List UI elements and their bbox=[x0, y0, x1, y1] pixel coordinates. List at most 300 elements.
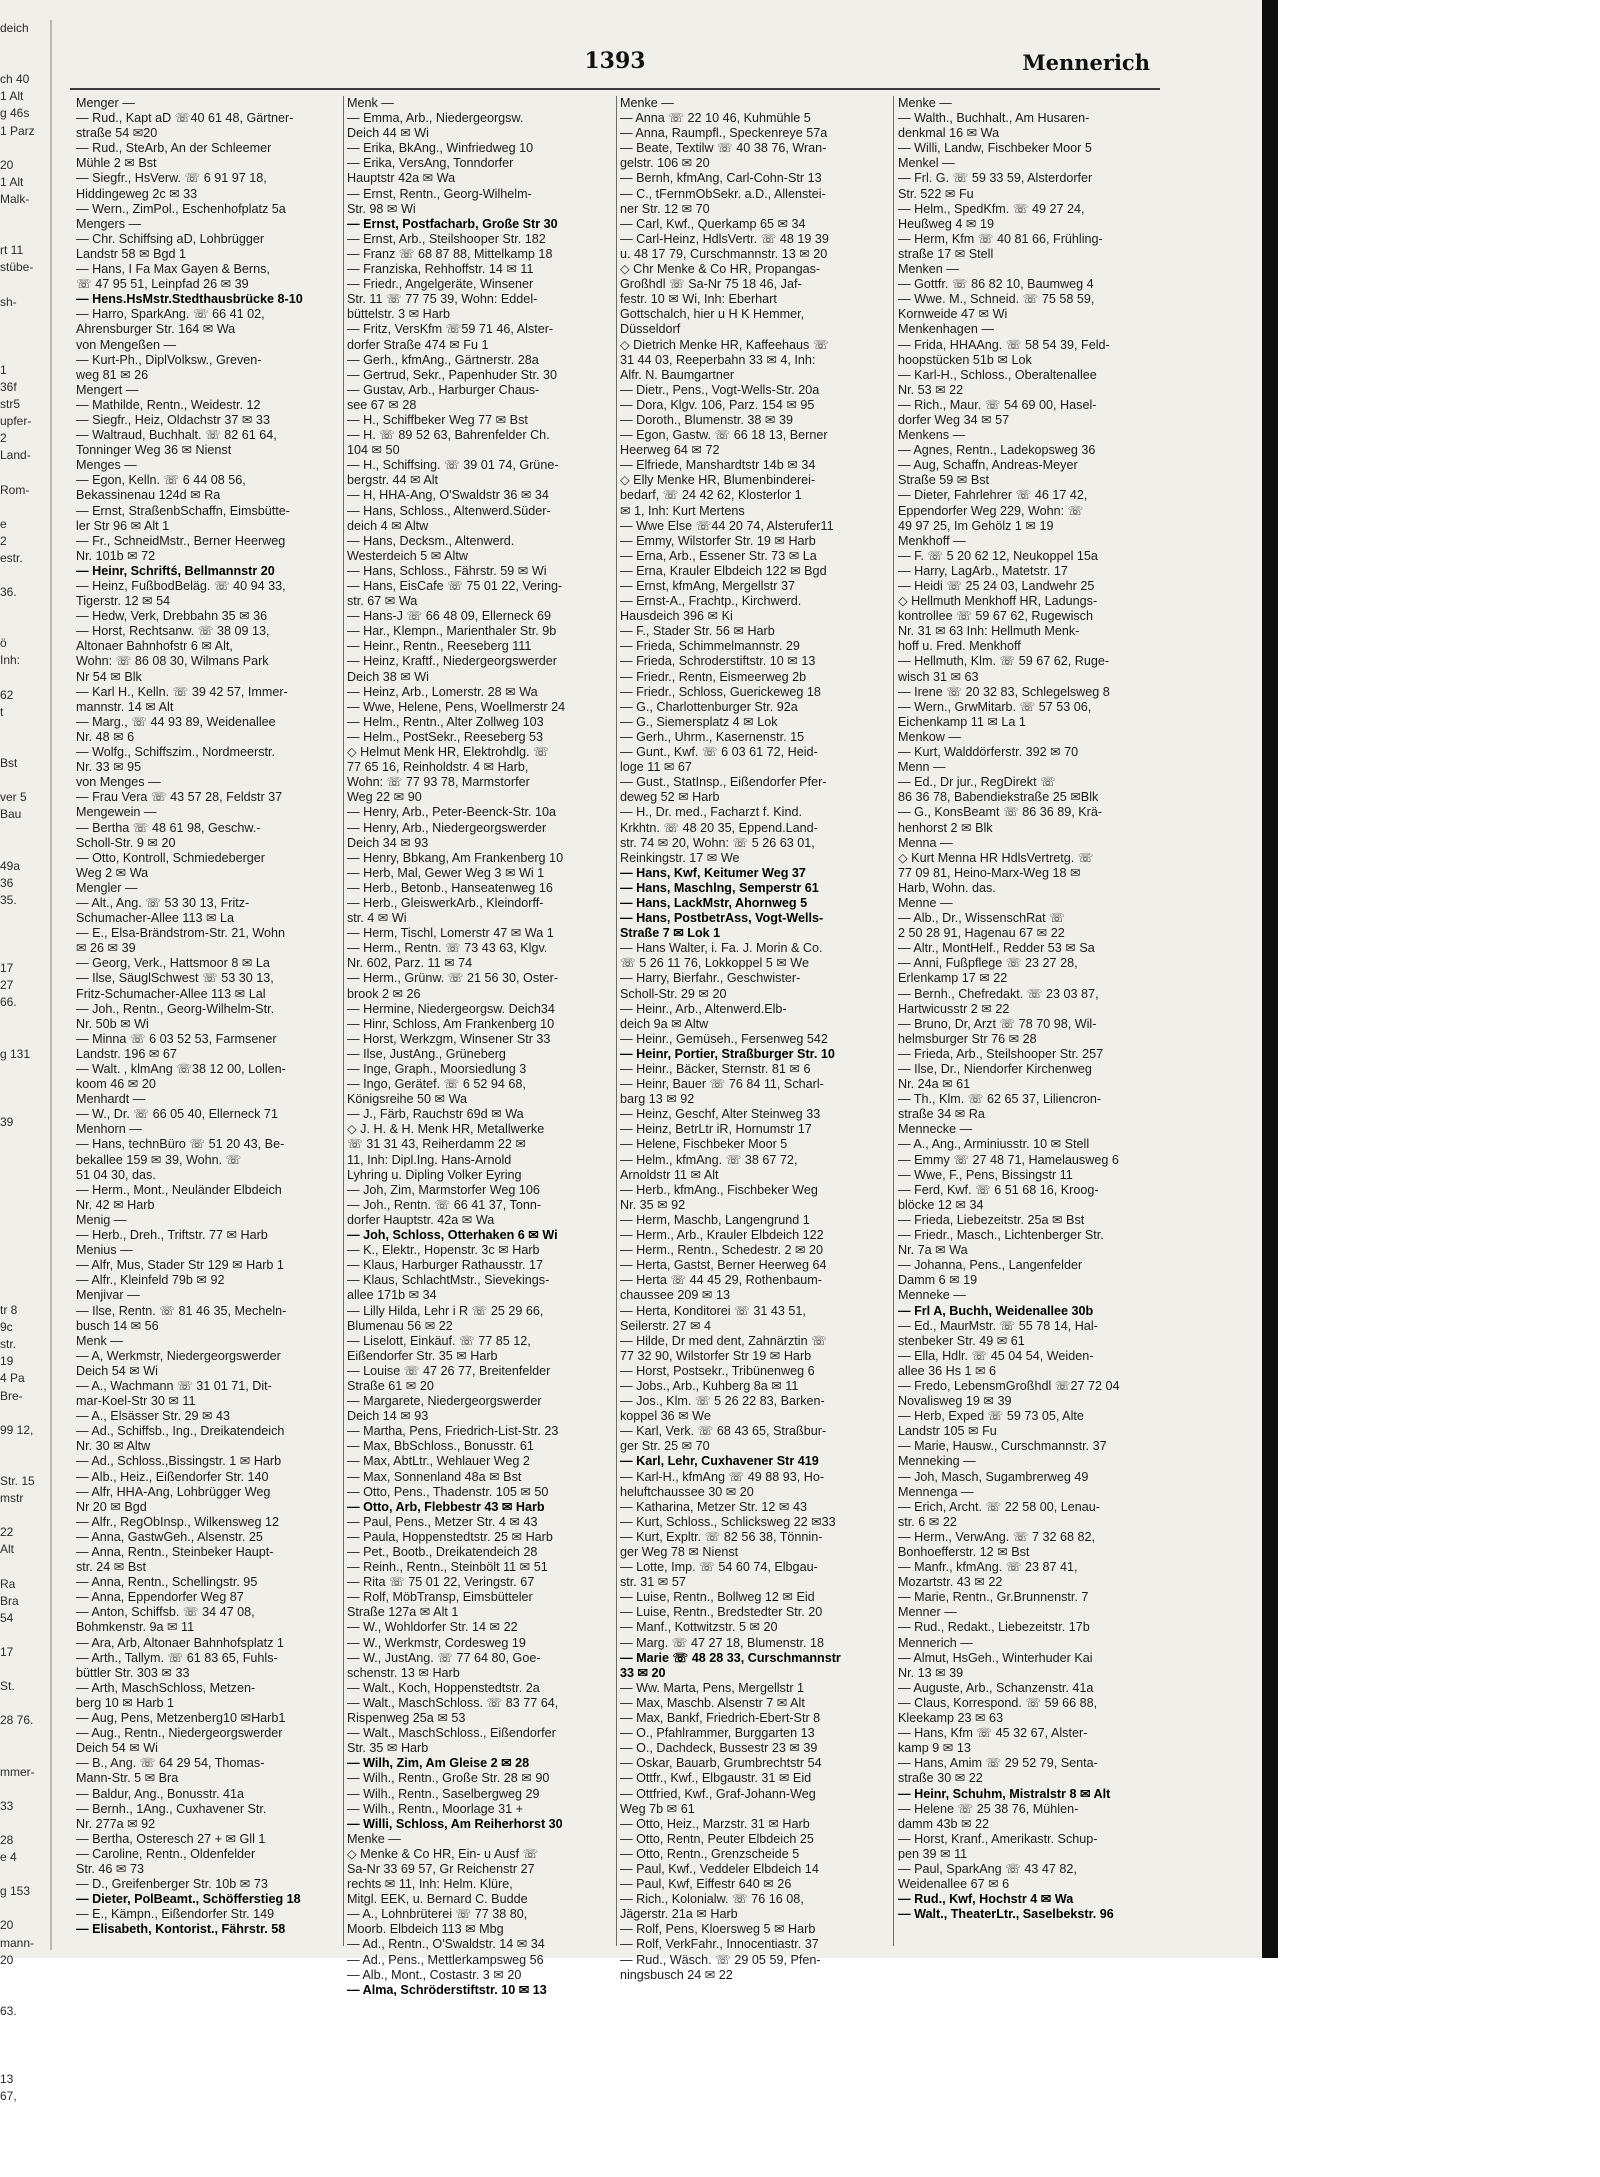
directory-entry: kamp 9 ✉ 13 bbox=[898, 1741, 971, 1756]
directory-entry: — Herm., VerwAng. ☏ 7 32 68 82, bbox=[898, 1529, 1096, 1544]
directory-entry: Deich 34 ✉ 93 bbox=[347, 835, 429, 850]
directory-entry: Hauptstr 42a ✉ Wa bbox=[347, 171, 456, 186]
edge-fragment bbox=[0, 943, 50, 960]
directory-entry: Nr. 53 ✉ 22 bbox=[898, 382, 964, 397]
directory-entry: — Ingo, Gerätef. ☏ 6 52 94 68, bbox=[347, 1077, 526, 1092]
edge-fragment: sh- bbox=[0, 294, 17, 309]
edge-fragment bbox=[0, 823, 50, 840]
directory-entry: Wohn: ☏ 77 93 78, Marmstorfer bbox=[347, 775, 530, 790]
directory-entry: — Liselott, Einkäuf. ☏ 77 85 12, bbox=[347, 1333, 531, 1348]
directory-entry: Deich 54 ✉ Wi bbox=[76, 1363, 158, 1378]
directory-entry: — Aug., Rentn., Niedergeorgswerder bbox=[76, 1726, 283, 1741]
edge-fragment bbox=[0, 1627, 50, 1644]
directory-entry: Landstr 105 ✉ Fu bbox=[898, 1424, 997, 1439]
directory-entry: — Joh, Schloss, Otterhaken 6 ✉ Wi bbox=[347, 1228, 558, 1243]
directory-entry: helmsburger Str 76 ✉ 28 bbox=[898, 1031, 1037, 1046]
directory-entry: Heerweg 64 ✉ 72 bbox=[620, 443, 720, 458]
directory-entry: ◇ Chr Menke & Co HR, Propangas- bbox=[620, 262, 821, 277]
surname-heading: Menk — bbox=[347, 96, 394, 110]
edge-fragment bbox=[0, 1695, 50, 1712]
directory-entry: — Rolf, VerkFahr., Innocentiastr. 37 bbox=[620, 1937, 819, 1952]
directory-entry: Mann-Str. 5 ✉ Bra bbox=[76, 1771, 179, 1786]
directory-entry: — Henry, Arb., Niedergeorgswerder bbox=[347, 820, 547, 835]
directory-entry: — Dietr., Pens., Vogt-Wells-Str. 20a bbox=[620, 382, 820, 397]
directory-entry: — Herb, Mal, Gewer Weg 3 ✉ Wi 1 bbox=[347, 865, 545, 880]
directory-entry: Kleekamp 23 ✉ 63 bbox=[898, 1711, 1004, 1726]
directory-entry: — O., Dachdeck, Bussestr 23 ✉ 39 bbox=[620, 1741, 818, 1756]
header-rule bbox=[70, 88, 1160, 90]
directory-entry: — Bertha, Osteresch 27 + ✉ Gll 1 bbox=[76, 1831, 266, 1846]
directory-entry: Str. 35 ✉ Harb bbox=[347, 1741, 429, 1756]
edge-fragment: Bra bbox=[0, 1593, 19, 1608]
directory-entry: — Helm., PostSekr., Reeseberg 53 bbox=[347, 729, 543, 744]
directory-entry: — Ara, Arb, Altonaer Bahnhofsplatz 1 bbox=[76, 1635, 284, 1650]
directory-entry: — Almut, HsGeh., Winterhuder Kai bbox=[898, 1650, 1093, 1665]
edge-fragment: 20 bbox=[0, 157, 14, 172]
directory-entry: 77 32 90, Wilstorfer Str 19 ✉ Harb bbox=[620, 1348, 812, 1363]
directory-entry: — Elisabeth, Kontorist., Fährstr. 58 bbox=[76, 1922, 286, 1937]
directory-entry: Wohn: ☏ 86 08 30, Wilmans Park bbox=[76, 654, 269, 669]
directory-entry: — Emmy, Wilstorfer Str. 19 ✉ Harb bbox=[620, 533, 816, 548]
directory-entry: Deich 38 ✉ Wi bbox=[347, 669, 429, 684]
directory-entry: — A., Elsässer Str. 29 ✉ 43 bbox=[76, 1409, 231, 1424]
directory-entry: — Heinz, BetrLtr iR, Hornumstr 17 bbox=[620, 1122, 812, 1137]
directory-entry: allee 171b ✉ 34 bbox=[347, 1288, 437, 1303]
directory-entry: — Frieda, Schroderstiftstr. 10 ✉ 13 bbox=[620, 654, 816, 669]
directory-entry: — Th., Klm. ☏ 62 65 37, Liliencron- bbox=[898, 1092, 1102, 1107]
edge-fragment: 36. bbox=[0, 585, 17, 600]
edge-fragment: 39 bbox=[0, 1115, 14, 1129]
edge-fragment: 49a bbox=[0, 858, 21, 873]
directory-entry: — Anna, Raumpfl., Speckenreye 57a bbox=[620, 126, 828, 141]
edge-fragment: stübe- bbox=[0, 260, 34, 275]
directory-entry: — Klaus, Harburger Rathausstr. 17 bbox=[347, 1258, 543, 1273]
directory-entry: — Anton, Schiffsb. ☏ 34 47 08, bbox=[76, 1605, 255, 1620]
edge-fragment bbox=[0, 464, 50, 481]
edge-fragment bbox=[0, 1217, 50, 1234]
directory-entry: — Alma, Schröderstiftstr. 10 ✉ 13 bbox=[347, 1982, 547, 1997]
directory-entry: Gottschalch, hier u H K Hemmer, bbox=[620, 307, 805, 322]
directory-entry: — Erna, Arb., Essener Str. 73 ✉ La bbox=[620, 548, 817, 563]
directory-entry: — Baldur, Ang., Bonusstr. 41a bbox=[76, 1786, 245, 1801]
directory-entry: — A., Lohnbrüterei ☏ 77 38 80, bbox=[347, 1907, 528, 1922]
directory-entry: — Hans, LackMstr, Ahornweg 5 bbox=[620, 895, 808, 910]
edge-fragment bbox=[0, 1182, 50, 1199]
edge-fragment bbox=[0, 601, 50, 618]
directory-entry: pen 39 ✉ 11 bbox=[898, 1846, 968, 1861]
directory-entry: ◇ J. H. & H. Menk HR, Metallwerke bbox=[347, 1122, 545, 1137]
surname-heading: Menke — bbox=[898, 96, 952, 110]
directory-entry: ◇ Hellmuth Menkhoff HR, Ladungs- bbox=[898, 594, 1098, 609]
directory-entry: ✉ 26 ✉ 39 bbox=[76, 941, 136, 956]
directory-entry: Straße 7 ✉ Lok 1 bbox=[620, 926, 721, 941]
directory-entry: — Heinr., Gemüseh., Fersenweg 542 bbox=[620, 1031, 828, 1046]
surname-heading: Mengers — bbox=[76, 216, 142, 231]
directory-entry: — Heinz, FußbodBeläg. ☏ 40 94 33, bbox=[76, 579, 286, 593]
directory-entry: — Wwe. M., Schneid. ☏ 75 58 59, bbox=[898, 292, 1095, 307]
directory-entry: — Paula, Hoppenstedtstr. 25 ✉ Harb bbox=[347, 1529, 553, 1544]
directory-entry: 11, Inh: Dipl.Ing. Hans-Arnold bbox=[347, 1152, 512, 1167]
edge-fragment: 2 bbox=[0, 431, 7, 446]
directory-entry: Fritz-Schumacher-Allee 113 ✉ Lal bbox=[76, 986, 266, 1001]
directory-entry: ☏ 5 26 11 76, Lokkoppel 5 ✉ We bbox=[620, 956, 809, 971]
directory-entry: Landstr 58 ✉ Bgd 1 bbox=[76, 246, 186, 261]
directory-entry: kontrollee ☏ 59 67 62, Rugewisch bbox=[898, 609, 1093, 624]
directory-entry: — Hans Walter, i. Fa. J. Morin & Co. bbox=[620, 941, 823, 956]
directory-entry: Landstr. 196 ✉ 67 bbox=[76, 1046, 177, 1061]
edge-fragment bbox=[0, 841, 50, 858]
directory-entry: — Friedr., Schloss, Guerickeweg 18 bbox=[620, 684, 821, 699]
directory-entry: — Herm., Arb., Krauler Elbdeich 122 bbox=[620, 1228, 824, 1243]
directory-entry: — Rud., Kapt aD ☏40 61 48, Gärtner- bbox=[76, 111, 294, 126]
directory-entry: büttelstr. 3 ✉ Harb bbox=[347, 307, 450, 322]
edge-fragment: 9c bbox=[0, 1320, 13, 1335]
directory-entry: festr. 10 ✉ Wi, Inh: Eberhart bbox=[620, 292, 777, 307]
directory-entry: ◇ Helmut Menk HR, Elektrohdlg. ☏ bbox=[347, 745, 549, 760]
edge-fragment: 67, bbox=[0, 2089, 17, 2104]
directory-entry: — Kurt-Ph., DiplVolksw., Greven- bbox=[76, 352, 262, 367]
surname-heading: Menneking — bbox=[898, 1454, 976, 1469]
edge-fragment bbox=[0, 721, 50, 738]
directory-entry: — A., Ang., Arminiusstr. 10 ✉ Stell bbox=[898, 1137, 1090, 1152]
directory-entry: Mühle 2 ✉ Bst bbox=[76, 156, 157, 171]
edge-fragment bbox=[0, 54, 50, 71]
directory-entry: — Heidi ☏ 25 24 03, Landwehr 25 bbox=[898, 579, 1095, 593]
directory-entry: Deich 14 ✉ 93 bbox=[347, 1409, 429, 1424]
directory-entry: Kornweide 47 ✉ Wi bbox=[898, 307, 1008, 322]
directory-entry: Eißendorfer Str. 35 ✉ Harb bbox=[347, 1348, 498, 1363]
edge-fragment: 13 bbox=[0, 2072, 14, 2087]
directory-entry: — Chr. Schiffsing aD, Lohbrügger bbox=[76, 231, 265, 246]
directory-entry: Blumenau 56 ✉ 22 bbox=[347, 1318, 453, 1333]
directory-entry: — Martha, Pens, Friedrich-List-Str. 23 bbox=[347, 1424, 559, 1439]
surname-heading: Menk — bbox=[76, 1333, 123, 1348]
directory-entry: Seilerstr. 27 ✉ 4 bbox=[620, 1318, 712, 1333]
edge-fragment: 99 12, bbox=[0, 1422, 34, 1437]
directory-entry: — Walt., MaschSchloss., Eißendorfer bbox=[347, 1726, 556, 1741]
directory-entry: Nr. 35 ✉ 92 bbox=[620, 1197, 686, 1212]
directory-entry: str. 31 ✉ 57 bbox=[620, 1575, 686, 1590]
directory-entry: — Herb., Betonb., Hanseatenweg 16 bbox=[347, 880, 553, 895]
directory-entry: wisch 31 ✉ 63 bbox=[898, 669, 979, 684]
directory-entry: Nr. 602, Parz. 11 ✉ 74 bbox=[347, 956, 473, 971]
directory-entry: Straße 127a ✉ Alt 1 bbox=[347, 1605, 459, 1620]
directory-entry: Weg 2 ✉ Wa bbox=[76, 865, 149, 880]
directory-entry: — Wwe, Helene, Pens, Woellmerstr 24 bbox=[347, 699, 566, 714]
directory-entry: — Hans-J ☏ 66 48 09, Ellerneck 69 bbox=[347, 609, 552, 624]
directory-entry: — Caroline, Rentn., Oldenfelder bbox=[76, 1846, 256, 1861]
directory-entry: — Friedr., Rentn, Eismeerweg 2b bbox=[620, 669, 807, 684]
directory-entry: Heußweg 4 ✉ 19 bbox=[898, 216, 994, 231]
directory-entry: — Heinr., Arb., Altenwerd.Elb- bbox=[620, 1001, 787, 1016]
edge-fragment bbox=[0, 328, 50, 345]
directory-entry: — G., Siemersplatz 4 ✉ Lok bbox=[620, 714, 778, 729]
directory-entry: — Hans, EisCafe ☏ 75 01 22, Vering- bbox=[347, 579, 563, 593]
directory-entry: — Dieter, Fahrlehrer ☏ 46 17 42, bbox=[898, 488, 1088, 503]
directory-entry: Nr. 50b ✉ Wi bbox=[76, 1016, 149, 1031]
edge-fragment: 1 bbox=[0, 362, 7, 377]
directory-entry: — Altr., MontHelf., Redder 53 ✉ Sa bbox=[898, 941, 1095, 956]
edge-fragment: Ra bbox=[0, 1576, 16, 1591]
directory-entry: koppel 36 ✉ We bbox=[620, 1409, 711, 1424]
edge-fragment: 33 bbox=[0, 1798, 14, 1813]
directory-entry: — Herm., Rentn. ☏ 73 43 63, Klgv. bbox=[347, 941, 548, 956]
directory-entry: — Joh, Zim, Marmstorfer Weg 106 bbox=[347, 1182, 540, 1197]
surname-heading: Mennenga — bbox=[898, 1484, 974, 1499]
directory-entry: — Heinz, Geschf, Alter Steinweg 33 bbox=[620, 1107, 821, 1122]
directory-entry: — Wwe Else ☏44 20 74, Alsterufer11 bbox=[620, 518, 834, 533]
edge-fragment bbox=[0, 1661, 50, 1678]
directory-entry: — Walt., TheaterLtr., Saselbekstr. 96 bbox=[898, 1907, 1114, 1922]
surname-heading: Menke — bbox=[347, 1831, 401, 1846]
directory-entry: — Herta, Gastst, Berner Heerweg 64 bbox=[620, 1258, 827, 1273]
directory-entry: — Helm., SpedKfm. ☏ 49 27 24, bbox=[898, 201, 1085, 216]
directory-entry: Nr. 48 ✉ 6 bbox=[76, 729, 135, 744]
directory-entry: Bohmkenstr. 9a ✉ 11 bbox=[76, 1620, 195, 1635]
edge-fragment: g 46s bbox=[0, 106, 30, 121]
directory-entry: — Mathilde, Rentn., Weidestr. 12 bbox=[76, 397, 261, 412]
directory-entry: — Arth., Tallym. ☏ 61 83 65, Fuhls- bbox=[76, 1650, 278, 1665]
directory-entry: — Herb., kfmAng., Fischbeker Weg bbox=[620, 1182, 818, 1197]
directory-entry: — Walt., MaschSchloss. ☏ 83 77 64, bbox=[347, 1695, 559, 1710]
directory-entry: — Hans, Schloss., Altenwerd.Süder- bbox=[347, 503, 551, 518]
directory-entry: heluftchaussee 30 ✉ 20 bbox=[620, 1484, 754, 1499]
directory-entry: denkmal 16 ✉ Wa bbox=[898, 126, 1000, 141]
directory-entry: — K., Elektr., Hopenstr. 3c ✉ Harb bbox=[347, 1243, 540, 1258]
directory-entry: — B., Ang. ☏ 64 29 54, Thomas- bbox=[76, 1756, 265, 1771]
directory-entry: — Agnes, Rentn., Ladekopsweg 36 bbox=[898, 443, 1096, 458]
directory-entry: — Erika, BkAng., Winfriedweg 10 bbox=[347, 141, 534, 156]
directory-entry: ◇ Kurt Menna HR HdlsVertretg. ☏ bbox=[898, 850, 1094, 865]
directory-entry: 77 65 16, Reinholdstr. 4 ✉ Harb, bbox=[347, 760, 529, 775]
edge-fragment: 19 bbox=[0, 1354, 14, 1369]
directory-entry: — Bruno, Dr, Arzt ☏ 78 70 98, Wil- bbox=[898, 1016, 1097, 1031]
directory-entry: Nr 54 ✉ Blk bbox=[76, 669, 142, 684]
directory-entry: — Herta ☏ 44 45 29, Rothenbaum- bbox=[620, 1273, 822, 1288]
directory-entry: str. 6 ✉ 22 bbox=[898, 1514, 957, 1529]
edge-fragment bbox=[0, 1251, 50, 1268]
directory-entry: bedarf, ☏ 24 42 62, Klosterlor 1 bbox=[620, 488, 802, 503]
directory-entry: — H., Dr. med., Facharzt f. Kind. bbox=[620, 805, 802, 820]
directory-entry: — F. ☏ 5 20 62 12, Neukoppel 15a bbox=[898, 548, 1098, 563]
directory-entry: — Ilse, JustAng., Grüneberg bbox=[347, 1046, 506, 1061]
edge-fragment: 4 Pa bbox=[0, 1371, 25, 1386]
directory-entry: — Luise, Rentn., Bollweg 12 ✉ Eid bbox=[620, 1590, 815, 1605]
directory-entry: Tigerstr. 12 ✉ 54 bbox=[76, 594, 171, 609]
directory-entry: — Lotte, Imp. ☏ 54 60 74, Elbgau- bbox=[620, 1560, 818, 1575]
directory-entry: — Marie, Hausw., Curschmannstr. 37 bbox=[898, 1439, 1107, 1454]
directory-entry: — Aug, Pens, Metzenberg10 ✉Harb1 bbox=[76, 1711, 286, 1726]
edge-fragment bbox=[0, 140, 50, 157]
surname-heading: Menn — bbox=[898, 760, 946, 775]
directory-entry: — Ad., Schiffsb., Ing., Dreikatendeich bbox=[76, 1424, 285, 1439]
directory-entry: berg 10 ✉ Harb 1 bbox=[76, 1695, 175, 1710]
edge-fragment bbox=[0, 1097, 50, 1114]
directory-entry: — Manfr., kfmAng. ☏ 23 87 41, bbox=[898, 1560, 1078, 1575]
directory-entry: — Max, Bankf, Friedrich-Ebert-Str 8 bbox=[620, 1711, 821, 1726]
edge-fragment bbox=[0, 1131, 50, 1148]
edge-fragment bbox=[0, 1507, 50, 1524]
directory-entry: — Ad., Rentn., O'Swaldstr. 14 ✉ 34 bbox=[347, 1937, 545, 1952]
directory-entry: Str. 11 ☏ 77 75 39, Wohn: Eddel- bbox=[347, 292, 538, 307]
directory-entry: — Hans, Decksm., Altenwerd. bbox=[347, 533, 515, 548]
directory-entry: deweg 52 ✉ Harb bbox=[620, 790, 720, 805]
surname-heading: Menken — bbox=[898, 262, 959, 277]
directory-entry: — Ernst, Postfacharb, Große Str 30 bbox=[347, 216, 558, 231]
directory-entry: henhorst 2 ✉ Blk bbox=[898, 820, 993, 835]
directory-entry: Nr. 30 ✉ Altw bbox=[76, 1439, 151, 1454]
directory-entry: — Jos., Klm. ☏ 5 26 22 83, Barken- bbox=[620, 1394, 825, 1409]
directory-entry: — Herb., GleiswerkArb., Kleindorff- bbox=[347, 895, 544, 910]
directory-entry: 2 50 28 91, Hagenau 67 ✉ 22 bbox=[898, 926, 1065, 941]
edge-fragment: Bre- bbox=[0, 1388, 23, 1403]
directory-column-3 bbox=[620, 96, 886, 1982]
edge-fragment bbox=[0, 1285, 50, 1302]
directory-entry: — Helm., kfmAng. ☏ 38 67 72, bbox=[620, 1152, 798, 1167]
directory-entry: Scholl-Str. 9 ✉ 20 bbox=[76, 835, 176, 850]
directory-entry: — Paul, Pens., Metzer Str. 4 ✉ 43 bbox=[347, 1514, 538, 1529]
directory-entry: — Henry, Arb., Peter-Beenck-Str. 10a bbox=[347, 805, 557, 820]
directory-entry: — G., Charlottenburger Str. 92a bbox=[620, 699, 798, 714]
edge-fragment bbox=[0, 1268, 50, 1285]
edge-fragment bbox=[0, 1011, 50, 1028]
surname-heading: Menke — bbox=[620, 96, 674, 110]
directory-entry: — Karl-H., Schloss., Oberaltenallee bbox=[898, 367, 1097, 382]
directory-entry: 31 44 03, Reeperbahn 33 ✉ 4, Inh: bbox=[620, 352, 816, 367]
directory-entry: — Otto, Heiz., Marzstr. 31 ✉ Harb bbox=[620, 1816, 810, 1831]
directory-entry: ger Weg 78 ✉ Nienst bbox=[620, 1545, 739, 1559]
directory-entry: — Friedr., Masch., Lichtenberger Str. bbox=[898, 1228, 1104, 1243]
directory-entry: str. 67 ✉ Wa bbox=[347, 594, 418, 609]
edge-fragment: Str. 15 bbox=[0, 1473, 35, 1488]
directory-column-1 bbox=[76, 96, 342, 1958]
directory-entry: — Ed., MaurMstr. ☏ 55 78 14, Hal- bbox=[898, 1318, 1098, 1333]
directory-entry: — Marie ☏ 48 28 33, Curschmannstr bbox=[620, 1650, 841, 1665]
directory-entry: — Herm, Tischl, Lomerstr 47 ✉ Wa 1 bbox=[347, 926, 554, 941]
directory-entry: — Helene ☏ 25 38 76, Mühlen- bbox=[898, 1801, 1079, 1816]
directory-entry: — Ad., Pens., Mettlerkampsweg 56 bbox=[347, 1952, 544, 1967]
edge-fragment: 54 bbox=[0, 1610, 14, 1625]
directory-entry: Eichenkamp 11 ✉ La 1 bbox=[898, 714, 1026, 729]
directory-entry: Ahrensburger Str. 164 ✉ Wa bbox=[76, 322, 236, 337]
directory-entry: — Max, Maschb. Alsenstr 7 ✉ Alt bbox=[620, 1695, 805, 1710]
directory-entry: — Bertha ☏ 48 61 98, Geschw.- bbox=[76, 820, 261, 835]
directory-entry: — Ad., Schloss.,Bissingstr. 1 ✉ Harb bbox=[76, 1454, 282, 1469]
directory-entry: — Kurt, Schloss., Schlicksweg 22 ✉33 bbox=[620, 1514, 836, 1529]
edge-fragment: 27 bbox=[0, 978, 14, 993]
directory-entry: — Max, Sonnenland 48a ✉ Bst bbox=[347, 1469, 522, 1484]
directory-entry: — Herm, Maschb, Langengrund 1 bbox=[620, 1212, 810, 1227]
directory-entry: — Doroth., Blumenstr. 38 ✉ 39 bbox=[620, 412, 793, 427]
directory-entry: u. 48 17 79, Curschmannstr. 13 ✉ 20 bbox=[620, 246, 828, 261]
edge-fragment bbox=[0, 1729, 50, 1746]
directory-entry: ☏ 31 31 43, Reiherdamm 22 ✉ bbox=[347, 1137, 526, 1152]
edge-fragment bbox=[0, 1080, 50, 1097]
edge-fragment: 1 Alt bbox=[0, 174, 24, 189]
directory-entry: ger Str. 25 ✉ 70 bbox=[620, 1439, 710, 1454]
directory-entry: — Horst, Werkzgm, Winsener Str 33 bbox=[347, 1031, 551, 1046]
directory-entry: — Inge, Graph., Moorsiedlung 3 bbox=[347, 1062, 527, 1076]
directory-entry: — E., Elsa-Brändstrom-Str. 21, Wohn bbox=[76, 926, 286, 941]
directory-column-4 bbox=[898, 96, 1164, 1958]
directory-entry: — H, HHA-Ang, O'Swaldstr 36 ✉ 34 bbox=[347, 488, 549, 503]
directory-entry: — Waltraud, Buchhalt. ☏ 82 61 64, bbox=[76, 428, 277, 443]
edge-fragment: 22 bbox=[0, 1525, 14, 1540]
directory-entry: — Gustav, Arb., Harburger Chaus- bbox=[347, 382, 540, 397]
directory-entry: straße 34 ✉ Ra bbox=[898, 1107, 985, 1122]
directory-entry: str. 74 ✉ 20, Wohn: ☏ 5 26 63 01, bbox=[620, 835, 815, 850]
directory-entry: Damm 6 ✉ 19 bbox=[898, 1273, 978, 1288]
edge-fragment: 17 bbox=[0, 1644, 14, 1659]
edge-fragment: upfer- bbox=[0, 414, 32, 429]
directory-entry: — Karl, Verk. ☏ 68 43 65, Straßbur- bbox=[620, 1424, 827, 1439]
directory-entry: — Rolf, Pens, Kloersweg 5 ✉ Harb bbox=[620, 1922, 816, 1937]
directory-entry: Alfr. N. Baumgartner bbox=[620, 367, 735, 382]
edge-fragment: g 153 bbox=[0, 1884, 31, 1899]
edge-fragment bbox=[0, 1969, 50, 1986]
directory-entry: — Ferd, Kwf. ☏ 6 51 68 16, Kroog- bbox=[898, 1182, 1099, 1197]
edge-fragment bbox=[0, 909, 50, 926]
directory-entry: — Alt., Ang. ☏ 53 30 13, Fritz- bbox=[76, 895, 250, 910]
directory-entry: Bonhoefferstr. 12 ✉ Bst bbox=[898, 1545, 1030, 1559]
directory-entry: Rispenweg 25a ✉ 53 bbox=[347, 1711, 466, 1726]
edge-fragment: 20 bbox=[0, 1918, 14, 1933]
directory-entry: — Otto, Arb, Flebbestr 43 ✉ Harb bbox=[347, 1499, 545, 1514]
surname-heading: Menhardt — bbox=[76, 1092, 146, 1107]
edge-fragment bbox=[0, 345, 50, 362]
surname-heading: Menneke — bbox=[898, 1288, 966, 1303]
directory-entry: — Otto, Kontroll, Schmiedeberger bbox=[76, 850, 265, 865]
directory-entry: — Lilly Hilda, Lehr i R ☏ 25 29 66, bbox=[347, 1303, 544, 1318]
scan-dark-margin bbox=[1262, 0, 1278, 1958]
directory-entry: — Hinr, Schloss, Am Frankenberg 10 bbox=[347, 1016, 555, 1031]
edge-fragment bbox=[0, 926, 50, 943]
directory-entry: str. 24 ✉ Bst bbox=[76, 1560, 147, 1575]
surname-heading: Menig — bbox=[76, 1212, 127, 1227]
directory-entry: — E., Kämpn., Eißendorfer Str. 149 bbox=[76, 1907, 275, 1922]
directory-entry: — Paul, Kwf., Veddeler Elbdeich 14 bbox=[620, 1861, 819, 1876]
directory-entry: — Wern., GrwMitarb. ☏ 57 53 06, bbox=[898, 699, 1092, 714]
directory-entry: — H., Schiffsing. ☏ 39 01 74, Grüne- bbox=[347, 458, 559, 473]
directory-entry: — Herm., Mont., Neuländer Elbdeich bbox=[76, 1182, 282, 1197]
directory-entry: — Harry, Bierfahr., Geschwister- bbox=[620, 971, 801, 986]
directory-entry: — Ernst, Rentn., Georg-Wilhelm- bbox=[347, 186, 532, 201]
directory-entry: dorfer Hauptstr. 42a ✉ Wa bbox=[347, 1212, 495, 1227]
directory-entry: — Alfr., RegObInsp., Wilkensweg 12 bbox=[76, 1514, 279, 1529]
directory-entry: — G., KonsBeamt ☏ 86 36 89, Krä- bbox=[898, 805, 1103, 820]
directory-entry: — Gust., StatInsp., Eißendorfer Pfer- bbox=[620, 775, 827, 790]
directory-entry: — Horst, Rechtsanw. ☏ 38 09 13, bbox=[76, 624, 270, 639]
directory-entry: — Hans, Maschlng, Semperstr 61 bbox=[620, 880, 819, 895]
directory-entry: — Georg, Verk., Hattsmoor 8 ✉ La bbox=[76, 956, 270, 971]
directory-entry: — Bernh, kfmAng, Carl-Cohn-Str 13 bbox=[620, 171, 822, 186]
directory-entry: — Anna, Rentn., Steinbeker Haupt- bbox=[76, 1545, 274, 1559]
edge-fragment: 1 Alt bbox=[0, 89, 24, 104]
directory-entry: — Har., Klempn., Marienthaler Str. 9b bbox=[347, 624, 557, 639]
edge-fragment bbox=[0, 2037, 50, 2054]
edge-fragment: Rom- bbox=[0, 482, 30, 497]
edge-fragment: str5 bbox=[0, 397, 21, 412]
directory-entry: — Ottfried, Kwf., Graf-Johann-Weg bbox=[620, 1786, 816, 1801]
directory-entry: — Manf., Kottwitzstr. 5 ✉ 20 bbox=[620, 1620, 778, 1635]
edge-fragment: 36f bbox=[0, 379, 17, 394]
directory-entry: — Pet., Bootb., Dreikatendeich 28 bbox=[347, 1545, 538, 1559]
directory-entry: mannstr. 14 ✉ Alt bbox=[76, 699, 174, 714]
surname-heading: Mennerich — bbox=[898, 1635, 973, 1650]
directory-entry: — Anna, GastwGeh., Alsenstr. 25 bbox=[76, 1529, 263, 1544]
directory-entry: — Kurt, Walddörferstr. 392 ✉ 70 bbox=[898, 745, 1079, 760]
directory-entry: — Oskar, Bauarb, Grumbrechtstr 54 bbox=[620, 1756, 822, 1771]
